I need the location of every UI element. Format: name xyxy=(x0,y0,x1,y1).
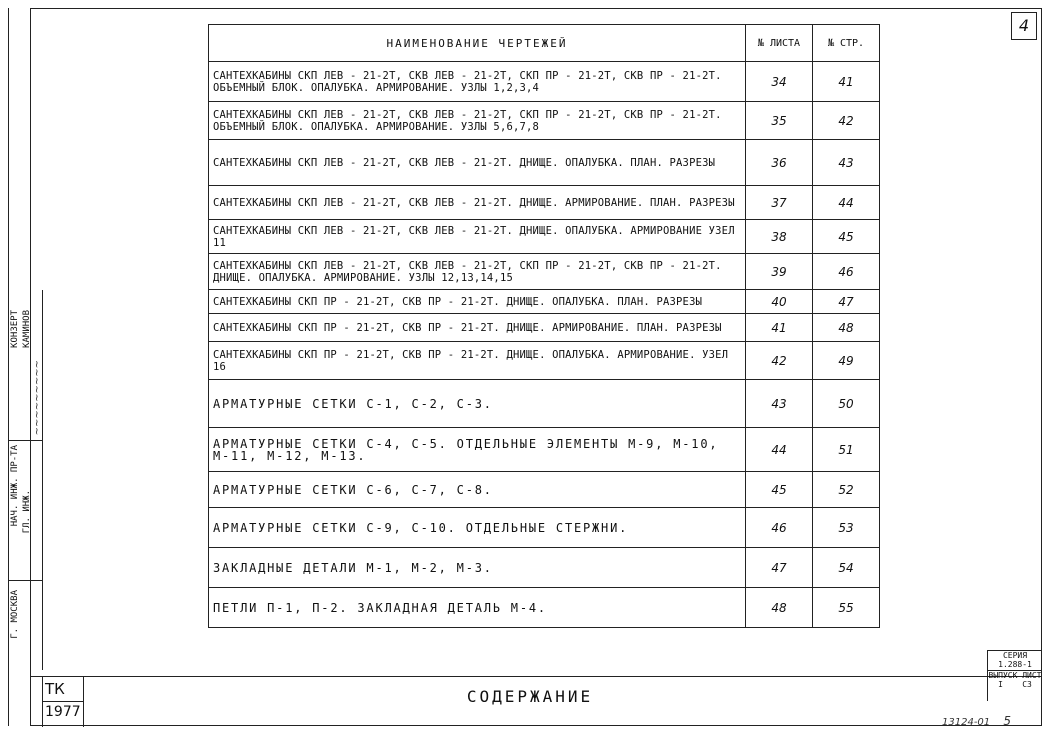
signature-mark: ~~~~~~~~~ xyxy=(32,360,43,436)
drawing-name: САНТЕХКАБИНЫ СКП ПР - 21-2Т, СКВ ПР - 21-2Т. ДНИЩЕ. ОПАЛУБКА. АРМИРОВАНИЕ. УЗЕЛ 16 xyxy=(209,342,746,380)
drawing-name: САНТЕХКАБИНЫ СКП ЛЕВ - 21-2Т, СКВ ЛЕВ - 21-2Т, СКП ПР - 21-2Т, СКВ ПР - 21-2Т. ОБЪЕМНЫЙ БЛОК. ОПАЛУБКА. АРМИРОВАНИЕ. УЗЛЫ 5,6,7,8 xyxy=(209,102,746,140)
page-ref: 55 xyxy=(813,588,880,628)
drawing-name: АРМАТУРНЫЕ СЕТКИ С-4, С-5. ОТДЕЛЬНЫЕ ЭЛЕМЕНТЫ М-9, М-10, М-11, М-12, М-13. xyxy=(209,428,746,472)
table-row xyxy=(209,428,880,472)
contents-table xyxy=(208,24,880,628)
title-block xyxy=(30,651,1042,727)
sheet-number: 39 xyxy=(746,254,813,290)
drawing-name: САНТЕХКАБИНЫ СКП ЛЕВ - 21-2Т, СКВ ЛЕВ - 21-2Т. ДНИЩЕ. ОПАЛУБКА. ПЛАН. РАЗРЕЗЫ xyxy=(209,140,746,186)
series-box xyxy=(987,650,1042,701)
page-ref: 51 xyxy=(813,428,880,472)
page-ref: 45 xyxy=(813,220,880,254)
table-row xyxy=(209,314,880,342)
side-role-1: НАЧ. ИНЖ. ПР-ТА xyxy=(10,445,20,527)
page-ref: 50 xyxy=(813,380,880,428)
archive-code xyxy=(942,714,1011,728)
page-number: 4 xyxy=(1011,12,1037,40)
side-role-2: ГЛ. ИНЖ. xyxy=(22,490,32,534)
sheet-number: 41 xyxy=(746,314,813,342)
sheet-number: 43 xyxy=(746,380,813,428)
sheet-number: 36 xyxy=(746,140,813,186)
issue-value: I xyxy=(998,680,1003,689)
table-row xyxy=(209,62,880,102)
page-ref: 47 xyxy=(813,290,880,314)
table-row xyxy=(209,380,880,428)
archive-number: 13124-01 xyxy=(942,717,991,728)
table-row xyxy=(209,588,880,628)
org-code: ТК xyxy=(45,680,65,698)
drawing-name: АРМАТУРНЫЕ СЕТКИ С-6, С-7, С-8. xyxy=(209,472,746,508)
sheet-number: 44 xyxy=(746,428,813,472)
drawing-name: САНТЕХКАБИНЫ СКП ПР - 21-2Т, СКВ ПР - 21-2Т. ДНИЩЕ. ОПАЛУБКА. ПЛАН. РАЗРЕЗЫ xyxy=(209,290,746,314)
drawing-name: САНТЕХКАБИНЫ СКП ПР - 21-2Т, СКВ ПР - 21-2Т. ДНИЩЕ. АРМИРОВАНИЕ. ПЛАН. РАЗРЕЗЫ xyxy=(209,314,746,342)
drawing-name: САНТЕХКАБИНЫ СКП ЛЕВ - 21-2Т, СКВ ЛЕВ - 21-2Т, СКП ПР - 21-2Т, СКВ ПР - 21-2Т. ДНИЩЕ. ОПАЛУБКА. АРМИРОВАНИЕ. УЗЛЫ 12,13,14,15 xyxy=(209,254,746,290)
sheet-number: 47 xyxy=(746,548,813,588)
side-name-1: КОНЗЕРТ xyxy=(10,310,20,348)
series-label: СЕРИЯ xyxy=(1002,651,1028,660)
drawing-name: АРМАТУРНЫЕ СЕТКИ С-9, С-10. ОТДЕЛЬНЫЕ СТЕРЖНИ. xyxy=(209,508,746,548)
table-row xyxy=(209,186,880,220)
sheet-number: 35 xyxy=(746,102,813,140)
sheet-number: 34 xyxy=(746,62,813,102)
header-sheet: № ЛИСТА xyxy=(746,25,813,62)
table-header-row xyxy=(209,25,880,62)
page-ref: 49 xyxy=(813,342,880,380)
sheet-number: 37 xyxy=(746,186,813,220)
drawing-name: САНТЕХКАБИНЫ СКП ЛЕВ - 21-2Т, СКВ ЛЕВ - 21-2Т. ДНИЩЕ. ОПАЛУБКА. АРМИРОВАНИЕ УЗЕЛ 11 xyxy=(209,220,746,254)
header-page: № СТР. xyxy=(813,25,880,62)
sheet-label: ЛИСТ xyxy=(1022,671,1042,680)
drawing-name: АРМАТУРНЫЕ СЕТКИ С-1, С-2, С-3. xyxy=(209,380,746,428)
side-stamp xyxy=(8,290,43,670)
sheet-title: СОДЕРЖАНИЕ xyxy=(466,687,594,706)
table-row xyxy=(209,508,880,548)
table-row xyxy=(209,342,880,380)
drawing-name: САНТЕХКАБИНЫ СКП ЛЕВ - 21-2Т, СКВ ЛЕВ - 21-2Т, СКП ПР - 21-2Т, СКВ ПР - 21-2Т. ОБЪЕМНЫЙ БЛОК. ОПАЛУБКА. АРМИРОВАНИЕ. УЗЛЫ 1,2,3,4 xyxy=(209,62,746,102)
side-city: Г. МОСКВА xyxy=(10,590,20,639)
sheet-number: 40 xyxy=(746,290,813,314)
page-ref: 42 xyxy=(813,102,880,140)
header-name: НАИМЕНОВАНИЕ ЧЕРТЕЖЕЙ xyxy=(209,25,746,62)
sheet-value: С3 xyxy=(1022,680,1032,689)
side-name-2: КАМИНОВ xyxy=(22,310,32,348)
page-ref: 48 xyxy=(813,314,880,342)
table-row xyxy=(209,102,880,140)
table-row xyxy=(209,140,880,186)
drawing-name: ЗАКЛАДНЫЕ ДЕТАЛИ М-1, М-2, М-3. xyxy=(209,548,746,588)
page-ref: 54 xyxy=(813,548,880,588)
table-row xyxy=(209,254,880,290)
sheet-number: 45 xyxy=(746,472,813,508)
org-cell xyxy=(42,677,84,727)
archive-page: 5 xyxy=(1003,714,1011,728)
sheet-number: 48 xyxy=(746,588,813,628)
table-row xyxy=(209,548,880,588)
page-ref: 53 xyxy=(813,508,880,548)
drawing-name: ПЕТЛИ П-1, П-2. ЗАКЛАДНАЯ ДЕТАЛЬ М-4. xyxy=(209,588,746,628)
page-ref: 43 xyxy=(813,140,880,186)
page-ref: 46 xyxy=(813,254,880,290)
sheet-number: 38 xyxy=(746,220,813,254)
table-row xyxy=(209,290,880,314)
table-row xyxy=(209,472,880,508)
issue-label: ВЫПУСК xyxy=(988,671,1018,680)
drawing-name: САНТЕХКАБИНЫ СКП ЛЕВ - 21-2Т, СКВ ЛЕВ - 21-2Т. ДНИЩЕ. АРМИРОВАНИЕ. ПЛАН. РАЗРЕЗЫ xyxy=(209,186,746,220)
table-row xyxy=(209,220,880,254)
page-ref: 41 xyxy=(813,62,880,102)
page-ref: 52 xyxy=(813,472,880,508)
sheet-number: 42 xyxy=(746,342,813,380)
page-ref: 44 xyxy=(813,186,880,220)
org-year: 1977 xyxy=(45,704,81,720)
series-value: 1.288-1 xyxy=(998,660,1032,669)
sheet-number: 46 xyxy=(746,508,813,548)
